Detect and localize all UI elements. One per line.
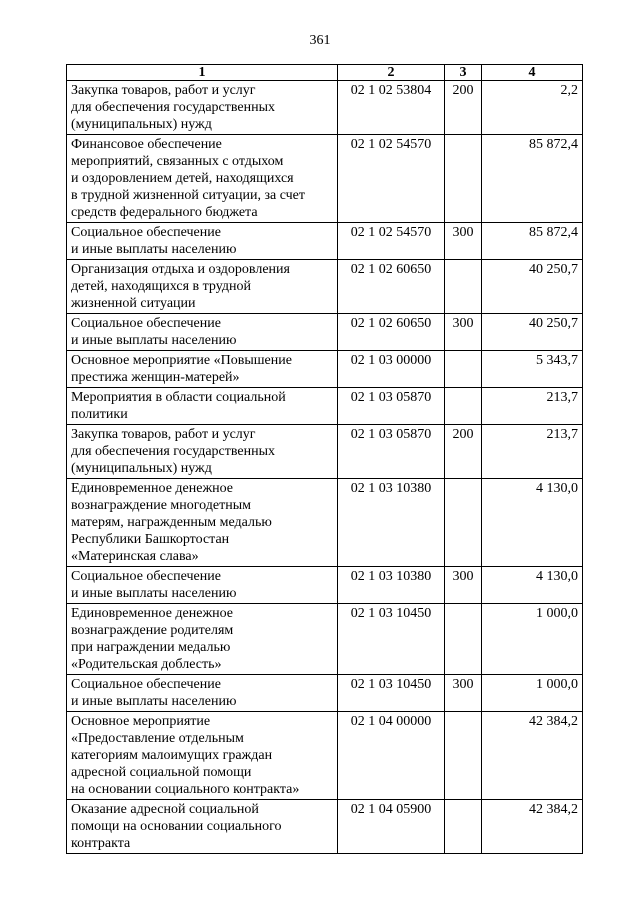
row-amount: 85 872,4 bbox=[482, 223, 583, 260]
row-expense-type bbox=[445, 604, 482, 675]
row-expense-type: 200 bbox=[445, 81, 482, 135]
row-amount: 213,7 bbox=[482, 425, 583, 479]
column-header-amount: 4 bbox=[482, 65, 583, 81]
row-code: 02 1 03 10450 bbox=[338, 604, 445, 675]
row-amount: 2,2 bbox=[482, 81, 583, 135]
row-expense-type bbox=[445, 479, 482, 567]
row-expense-type: 300 bbox=[445, 223, 482, 260]
row-code: 02 1 02 53804 bbox=[338, 81, 445, 135]
row-name: Оказание адресной социальной помощи на основании социального контракта bbox=[67, 800, 338, 854]
table-row bbox=[67, 81, 583, 135]
row-code: 02 1 03 05870 bbox=[338, 388, 445, 425]
row-name: Социальное обеспечение и иные выплаты населению bbox=[67, 314, 338, 351]
table-row bbox=[67, 351, 583, 388]
table-row bbox=[67, 604, 583, 675]
header-row bbox=[67, 65, 583, 81]
table-row bbox=[67, 567, 583, 604]
row-code: 02 1 02 60650 bbox=[338, 260, 445, 314]
row-name: Социальное обеспечение и иные выплаты населению bbox=[67, 675, 338, 712]
row-code: 02 1 02 54570 bbox=[338, 223, 445, 260]
row-expense-type bbox=[445, 712, 482, 800]
row-code: 02 1 02 60650 bbox=[338, 314, 445, 351]
table-row bbox=[67, 135, 583, 223]
table-row bbox=[67, 260, 583, 314]
row-code: 02 1 04 05900 bbox=[338, 800, 445, 854]
row-code: 02 1 02 54570 bbox=[338, 135, 445, 223]
row-name: Основное мероприятие «Повышение престижа женщин-матерей» bbox=[67, 351, 338, 388]
row-expense-type: 300 bbox=[445, 567, 482, 604]
row-code: 02 1 03 10380 bbox=[338, 567, 445, 604]
row-amount: 4 130,0 bbox=[482, 567, 583, 604]
table-row bbox=[67, 479, 583, 567]
table-row bbox=[67, 800, 583, 854]
row-code: 02 1 03 10380 bbox=[338, 479, 445, 567]
row-expense-type bbox=[445, 260, 482, 314]
row-name: Единовременное денежное вознаграждение родителям при награждении медалью «Родительская доблесть» bbox=[67, 604, 338, 675]
row-amount: 1 000,0 bbox=[482, 675, 583, 712]
row-amount: 42 384,2 bbox=[482, 712, 583, 800]
row-name: Мероприятия в области социальной политики bbox=[67, 388, 338, 425]
row-name: Организация отдыха и оздоровления детей, находящихся в трудной жизненной ситуации bbox=[67, 260, 338, 314]
row-amount: 5 343,7 bbox=[482, 351, 583, 388]
row-code: 02 1 03 00000 bbox=[338, 351, 445, 388]
row-code: 02 1 03 05870 bbox=[338, 425, 445, 479]
column-header-name: 1 bbox=[67, 65, 338, 81]
row-name: Закупка товаров, работ и услуг для обеспечения государственных (муниципальных) нужд bbox=[67, 425, 338, 479]
row-amount: 1 000,0 bbox=[482, 604, 583, 675]
table-row bbox=[67, 223, 583, 260]
row-expense-type bbox=[445, 135, 482, 223]
table-header bbox=[67, 65, 583, 81]
table-row bbox=[67, 314, 583, 351]
row-expense-type: 200 bbox=[445, 425, 482, 479]
budget-table bbox=[66, 64, 583, 854]
row-name: Социальное обеспечение и иные выплаты населению bbox=[67, 567, 338, 604]
row-amount: 42 384,2 bbox=[482, 800, 583, 854]
row-code: 02 1 04 00000 bbox=[338, 712, 445, 800]
row-expense-type bbox=[445, 351, 482, 388]
row-name: Единовременное денежное вознаграждение многодетным матерям, награжденным медалью Республики Башкортостан «Материнская слава» bbox=[67, 479, 338, 567]
row-amount: 40 250,7 bbox=[482, 314, 583, 351]
table-row bbox=[67, 388, 583, 425]
row-name: Финансовое обеспечение мероприятий, связанных с отдыхом и оздоровлением детей, находящихся в трудной жизненной ситуации, за счет средств федерального бюджета bbox=[67, 135, 338, 223]
row-amount: 213,7 bbox=[482, 388, 583, 425]
row-amount: 85 872,4 bbox=[482, 135, 583, 223]
row-expense-type bbox=[445, 800, 482, 854]
row-expense-type: 300 bbox=[445, 675, 482, 712]
row-code: 02 1 03 10450 bbox=[338, 675, 445, 712]
row-name: Социальное обеспечение и иные выплаты населению bbox=[67, 223, 338, 260]
table-row bbox=[67, 425, 583, 479]
row-amount: 4 130,0 bbox=[482, 479, 583, 567]
table-row bbox=[67, 675, 583, 712]
column-header-type: 3 bbox=[445, 65, 482, 81]
row-expense-type: 300 bbox=[445, 314, 482, 351]
table-body bbox=[67, 81, 583, 854]
row-amount: 40 250,7 bbox=[482, 260, 583, 314]
row-name: Закупка товаров, работ и услуг для обеспечения государственных (муниципальных) нужд bbox=[67, 81, 338, 135]
column-header-code: 2 bbox=[338, 65, 445, 81]
page-number: 361 bbox=[309, 33, 331, 48]
row-name: Основное мероприятие «Предоставление отдельным категориям малоимущих граждан адресной социальной помощи на основании социального контракта» bbox=[67, 712, 338, 800]
row-expense-type bbox=[445, 388, 482, 425]
table-row bbox=[67, 712, 583, 800]
